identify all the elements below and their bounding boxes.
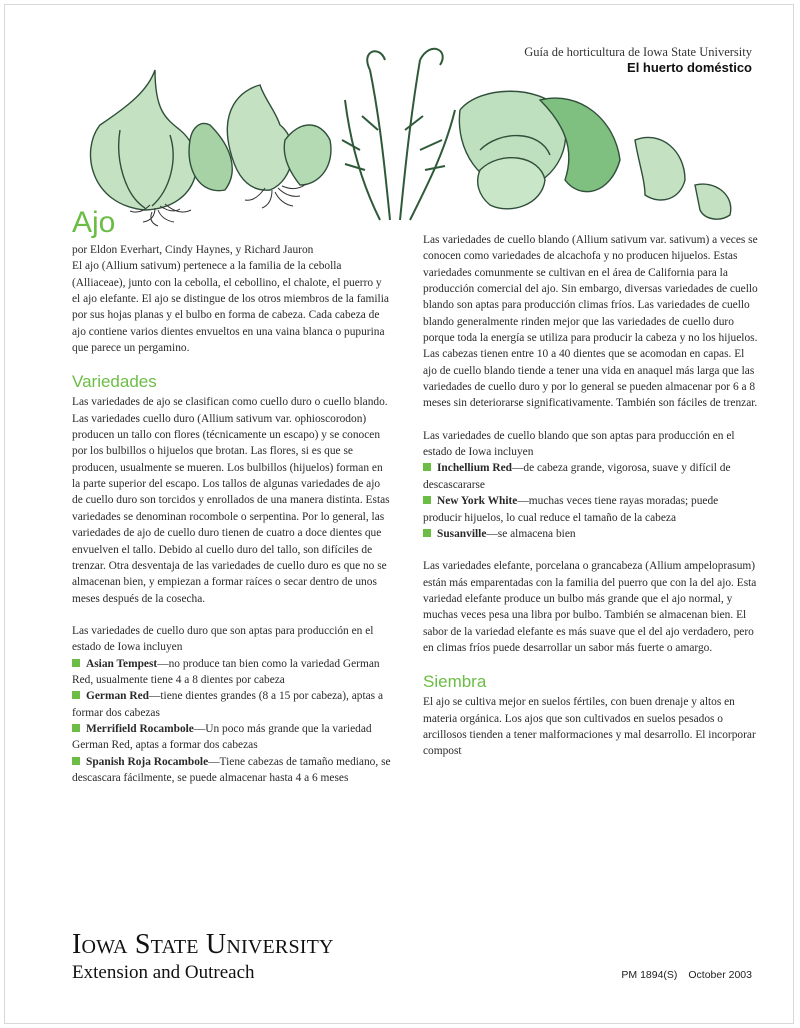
elephant-paragraph: Las variedades elefante, porcelana o grancabeza (Allium ampeloprasum) están más emparentadas con la familia del puerro que con la del ajo. Esta variedad elefante produce un bulbo más grande que el ajo normal, y muchas veces pesa una libra por bulbo. También se almacenan bien. El sabor de la variedad elefante es más suave que el del ajo verdadero, pero en climas fríos puede desarrollar un sabor más fuerte o amargo. [423, 560, 757, 654]
list-item [423, 526, 758, 542]
garlic-bulb-left [90, 70, 196, 210]
publication-number: PM 1894(S) [621, 969, 678, 981]
guide-title: Guía de horticultura de Iowa State University [524, 45, 752, 59]
variety-description: —tiene dientes grandes (8 a 15 por cabeza), aptas a formar dos cabezas [72, 690, 384, 719]
intro-paragraph: El ajo (Allium sativum) pertenece a la familia de la cebolla (Alliaceae), junto con la cebolla, el cebollino, el chalote, el puerro y el ajo elefante. El ajo se distingue de los otros miembros de la familia por sus hojas planas y el bulbo en forma de cabeza. Cada cabeza de ajo contiene varios dientes envueltos en una vaina blanca o pupurina que parece un pergamino. [72, 260, 389, 355]
variety-description: —Un poco más grande que la variedad German Red, aptas a formar dos cabezas [72, 722, 372, 752]
variety-description: —muchas veces tiene rayas moradas; puede producir hijuelos, lo cual reduce el tamaño de la cabeza [423, 495, 719, 524]
variety-name: Spanish Roja Rocambole [86, 755, 209, 768]
softneck-intro: Las variedades de cuello blando que son aptas para producción en el estado de Iowa incluyen [423, 429, 735, 459]
siembra-paragraph: El ajo se cultiva mejor en suelos fértiles, con buen drenaje y altos en materia orgánica. Los ajos que son cultivados en suelos pesados o arcillosos tienden a tener malformaciones y mal desarrollo. El incorporar compost [423, 696, 756, 758]
garlic-illustration [60, 30, 760, 230]
article-title: Ajo [72, 206, 116, 239]
publication-date: October 2003 [688, 969, 752, 981]
left-column [72, 206, 392, 786]
variety-description: —se almacena bien [486, 527, 576, 540]
softneck-paragraph: Las variedades de cuello blando (Allium sativum var. sativum) a veces se conocen como variedades de alcachofa y no producen hijuelos. Estas variedades comunmente se cultivan en el área de California para la producción comercial del ajo. Sin embargo, diversas variedades de cuello blando son aptas para producción climas fríos. Las variedades de cuello blando generalmente rinden mejor que las variedades de cuello duro porque toda la energía se utiliza para producir la cabeza y no los hijuelos. Las cabezas tienen entre 10 a 40 dientes que se acomodan en capas. El ajo de cuello blando tiende a tener una vida en anaquel más larga que las variedades de cuello duro y por lo general se pueden almacenar por 6 a 8 meses sin deteriorarse significativamente. También son fáciles de trenzar. [423, 234, 758, 410]
softneck-variety-list [423, 460, 758, 542]
bullet-icon [72, 691, 80, 699]
variety-name: New York White [437, 495, 518, 508]
section-heading-siembra: Siembra [423, 672, 487, 692]
university-logo [72, 930, 334, 984]
bullet-icon [72, 757, 80, 765]
right-column [423, 232, 758, 760]
variety-description: —no produce tan bien como la variedad German Red, usualmente tiene 4 a 8 dientes por cabeza [72, 657, 380, 686]
byline: por Eldon Everhart, Cindy Haynes, y Richard Jauron [72, 244, 314, 256]
variety-description: —de cabeza grande, vigorosa, suave y difícil de descascararse [423, 462, 731, 491]
variety-description: —Tiene cabezas de tamaño mediano, se descascara fácilmente, se puede almacenar hasta 4 a 6 meses [72, 755, 391, 784]
garlic-clove-middle [284, 125, 331, 185]
variety-name: Inchellium Red [437, 462, 512, 475]
garlic-bulb-middle [227, 85, 292, 190]
list-item [72, 754, 392, 787]
list-item [72, 688, 392, 721]
bullet-icon [72, 724, 80, 732]
list-item [72, 721, 392, 754]
garlic-clove-tip [695, 184, 731, 219]
extension-unit: Extension and Outreach [72, 962, 255, 983]
section-heading-variedades: Variedades [72, 372, 157, 392]
variety-name: Merrifield Rocambole [86, 722, 194, 735]
garlic-clove-far [635, 137, 685, 200]
garlic-clove-right [478, 158, 545, 209]
variety-name: Susanville [437, 527, 487, 540]
bullet-icon [72, 659, 80, 667]
list-item [423, 460, 758, 493]
publication-info [621, 969, 752, 981]
list-item [423, 493, 758, 526]
variety-name: Asian Tempest [86, 657, 158, 670]
bullet-icon [423, 529, 431, 537]
list-item [72, 656, 392, 689]
variedades-paragraph: Las variedades de ajo se clasifican como cuello duro o cuello blando. Las variedades cuello duro (Allium sativum var. ophioscorodon) producen un tallo con flores (técnicamente un escapo) y se conocen por los bulbillos o hijuelos que brotan. Las flores, si es que se producen, usualmente se mueren. Los bulbillos (hijuelos) forman en la parte superior del escapo. Los tallos de algunas variedades de ajo de cuello duro son torcidos y enrollados de una manera distinta. Estas variedades se denominan rocombole o serpentina. Por lo general, las variedades de ajo de cuello duro tienen de cuatro a doce dientes que envuelven el tallo. Debido al cuello duro del tallo, son difíciles de trenzar. Otra desventaja de las variedades de cuello duro es que no se almacenan bien, y empiezan a formar raíces o secar dentro de unos meses después de la cosecha. [72, 396, 390, 605]
variety-name: German Red [86, 690, 149, 703]
bullet-icon [423, 463, 431, 471]
series-title: El huerto doméstico [627, 60, 752, 75]
hardneck-intro: Las variedades de cuello duro que son aptas para producción en el estado de Iowa incluyen [72, 624, 374, 654]
bullet-icon [423, 496, 431, 504]
garlic-scapes [342, 49, 455, 220]
hardneck-variety-list [72, 656, 392, 787]
garlic-clove-left [189, 123, 232, 190]
university-name: Iowa State University [72, 929, 334, 960]
